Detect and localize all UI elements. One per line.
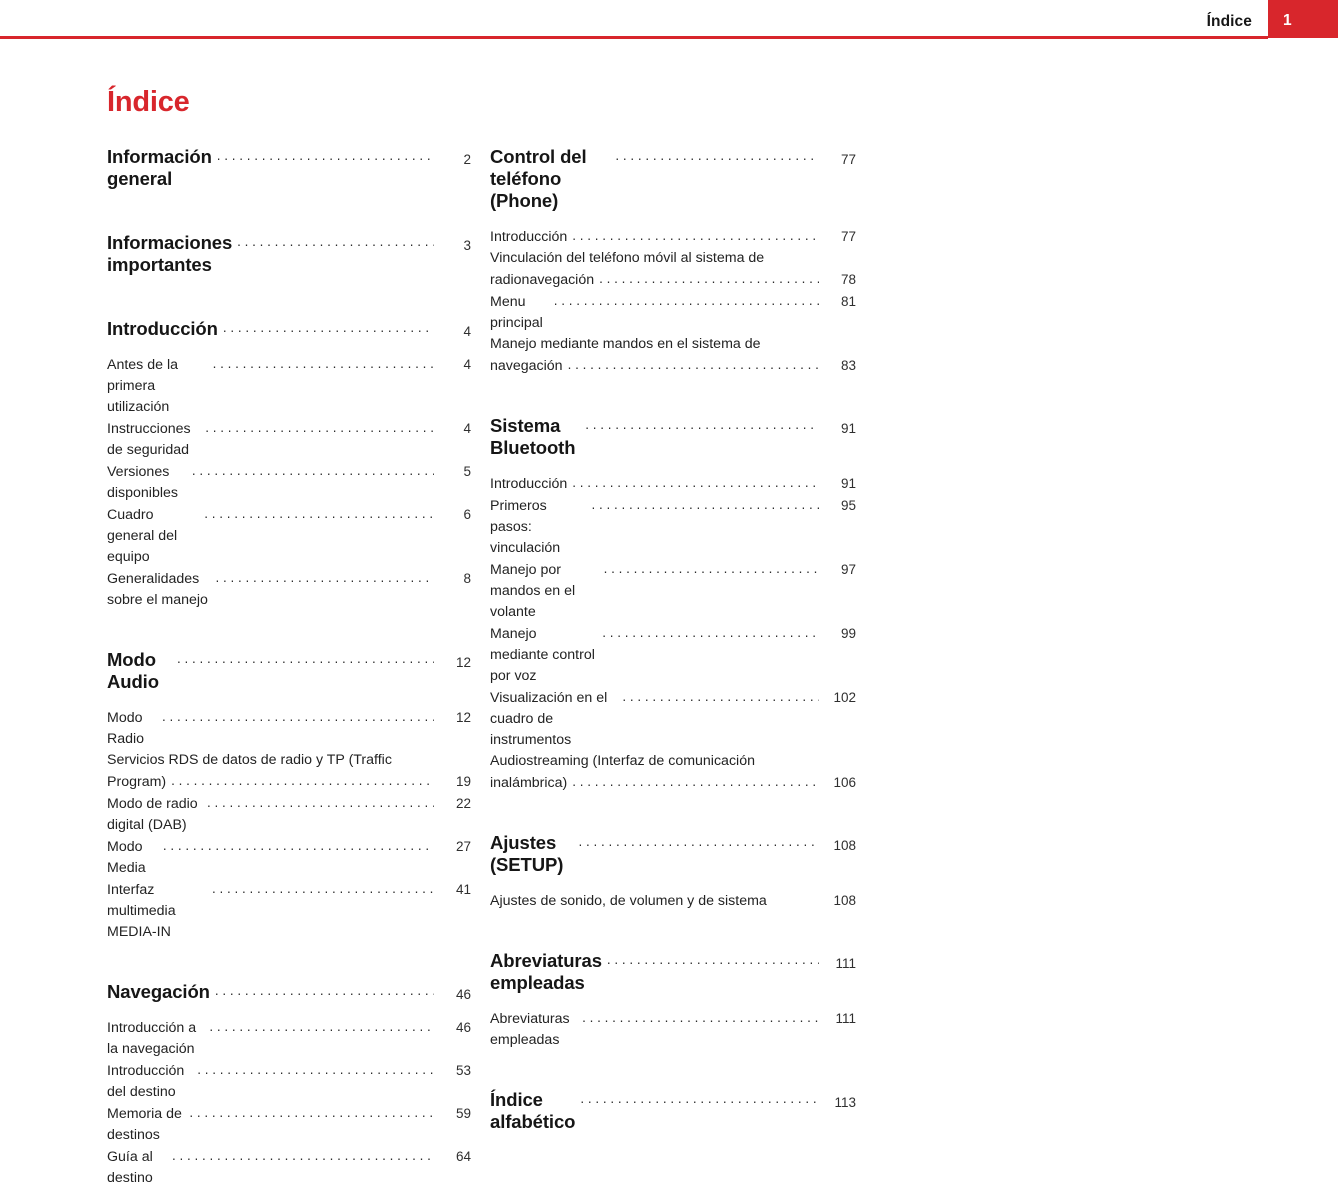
toc-entry-row[interactable]	[490, 772, 856, 794]
toc-entry-label-modo-radio: Modo Radio	[107, 710, 147, 747]
toc-entry-row[interactable]	[490, 890, 856, 912]
toc-entry-label-manejo-mediante-mandos-en-el-sistema-de: navegación	[490, 358, 563, 374]
toc-entry-row[interactable]	[107, 461, 471, 504]
toc-dot-leader	[213, 353, 434, 374]
section-spacer	[490, 794, 856, 832]
toc-dot-leader	[171, 770, 434, 791]
toc-entry-label-memoria-de-destinos: Memoria de destinos	[107, 1106, 186, 1143]
section-spacer	[107, 611, 471, 649]
toc-dot-leader	[237, 233, 434, 251]
toc-page-number: 12	[455, 710, 471, 725]
toc-page-number: 53	[455, 1063, 471, 1078]
toc-entry-label-introduccion-a-la-navegacion: Introducción a la navegación	[107, 1020, 201, 1057]
toc-entry-row[interactable]	[107, 1060, 471, 1103]
header-page-number: 1	[1283, 12, 1292, 29]
toc-page-number: 4	[463, 357, 471, 372]
toc-entry-row[interactable]	[107, 771, 471, 793]
toc-entry-label-versiones-disponibles: Versiones disponibles	[107, 464, 178, 501]
toc-dot-leader	[197, 1059, 434, 1080]
toc-entry-label-modo-de-radio-digital-dab: Modo de radio digital (DAB)	[107, 796, 202, 833]
toc-section-row[interactable]	[107, 981, 471, 1003]
toc-page-number: 19	[455, 774, 471, 789]
toc-entry-label-wrap-manejo-mediante-mandos-en-el-sistema-de: Manejo mediante mandos en el sistema de	[490, 336, 761, 352]
toc-section-row[interactable]	[107, 649, 471, 693]
toc-entry-row[interactable]	[490, 269, 856, 291]
toc-dot-leader	[607, 951, 819, 969]
toc-page-number: 4	[463, 421, 471, 436]
toc-dot-leader	[585, 416, 819, 434]
section-spacer	[107, 280, 471, 318]
toc-dot-leader	[204, 503, 434, 524]
toc-entry-row[interactable]	[490, 1008, 856, 1051]
toc-page-number: 8	[463, 571, 471, 586]
toc-page-number: 6	[463, 507, 471, 522]
toc-dot-leader	[172, 1145, 434, 1166]
toc-entry-row[interactable]	[107, 707, 471, 750]
toc-dot-leader	[192, 460, 434, 481]
toc-entry-label-manejo-mediante-control-por-voz: Manejo mediante control por voz	[490, 626, 599, 684]
toc-dot-leader	[217, 147, 434, 165]
toc-entry-label-wrap-servicios-rds-de-datos-de-radio-y-tp-traffic: Servicios RDS de datos de radio y TP (Traffic	[107, 752, 392, 768]
toc-entry-row[interactable]	[490, 473, 856, 495]
toc-dot-leader	[572, 472, 819, 493]
toc-page-number: 77	[840, 152, 856, 167]
toc-entry-row[interactable]	[107, 418, 471, 461]
toc-dot-leader	[209, 1016, 434, 1037]
toc-dot-leader	[604, 558, 819, 579]
toc-entry-label-servicios-rds-de-datos-de-radio-y-tp-traffic: Program)	[107, 774, 167, 790]
header-red-rule	[0, 36, 1268, 39]
toc-entry-row[interactable]	[490, 226, 856, 248]
page-title: Índice	[107, 86, 190, 118]
toc-entry-label-cuadro-general-del-equipo: Cuadro general del equipo	[107, 507, 182, 565]
toc-entry-label-introduccion: Introducción	[490, 476, 568, 492]
header-chapter-title: Índice	[1206, 13, 1252, 30]
toc-page-number: 27	[455, 839, 471, 854]
toc-dot-leader	[207, 792, 434, 813]
toc-entry-row[interactable]	[107, 836, 471, 879]
toc-section-row[interactable]	[490, 1089, 856, 1133]
toc-entry-label-wrap-vinculacion-del-telefono-movil-al-sistema-de: Vinculación del teléfono móvil al sistema de	[490, 250, 765, 266]
toc-column-left	[107, 146, 471, 1189]
toc-entry-label-vinculacion-del-telefono-movil-al-sistema-de: radionavegación	[490, 272, 595, 288]
toc-page-number: 59	[455, 1106, 471, 1121]
toc-page-number: 46	[455, 987, 471, 1002]
toc-page-number: 95	[840, 498, 856, 513]
toc-dot-leader	[599, 268, 819, 289]
toc-page-number: 2	[463, 152, 471, 167]
toc-dot-leader	[162, 706, 434, 727]
toc-dot-leader	[602, 622, 819, 643]
toc-page-number: 99	[840, 626, 856, 641]
toc-page-number: 102	[833, 690, 856, 705]
toc-dot-leader	[582, 1007, 819, 1028]
toc-entry-row[interactable]	[490, 355, 856, 377]
toc-page-number: 113	[834, 1095, 856, 1110]
toc-section-label-informaciones-importantes: Informaciones importantes	[107, 232, 238, 275]
toc-page-number: 111	[835, 1011, 856, 1026]
toc-dot-leader	[615, 147, 819, 165]
toc-dot-leader	[177, 650, 434, 668]
toc-page-number: 12	[455, 655, 471, 670]
toc-entry-row[interactable]	[490, 623, 856, 687]
toc-section-row[interactable]	[490, 146, 856, 212]
section-body-spacer	[490, 880, 856, 890]
toc-page-number: 91	[840, 421, 856, 436]
toc-section-label-modo-audio: Modo Audio	[107, 649, 161, 692]
toc-entry-label-antes-de-la-primera-utilizacion: Antes de la primera utilización	[107, 357, 182, 415]
toc-entry-row[interactable]	[490, 291, 856, 334]
toc-entry-label-wrap-audiostreaming-interfaz-de-comunicacion: Audiostreaming (Interfaz de comunicación	[490, 753, 755, 769]
toc-page-number: 97	[840, 562, 856, 577]
toc-page-number: 106	[833, 775, 856, 790]
toc-entry-row[interactable]	[107, 568, 471, 611]
toc-entry-row[interactable]	[107, 1103, 471, 1146]
toc-section-label-abreviaturas-empleadas: Abreviaturas empleadas	[490, 950, 607, 993]
toc-dot-leader	[163, 835, 434, 856]
toc-section-label-introduccion: Introducción	[107, 318, 218, 339]
toc-page-number: 108	[833, 893, 856, 908]
toc-entry-label-introduccion: Introducción	[490, 229, 568, 245]
toc-dot-leader	[215, 982, 434, 1000]
toc-entry-row[interactable]	[107, 354, 471, 418]
toc-dot-leader	[572, 225, 819, 246]
toc-entry-label-manejo-por-mandos-en-el-volante: Manejo por mandos en el volante	[490, 562, 580, 620]
toc-page-number: 4	[463, 324, 471, 339]
toc-entry-row[interactable]	[490, 495, 856, 559]
toc-dot-leader	[189, 1102, 434, 1123]
toc-entry-label-audiostreaming-interfaz-de-comunicacion: inalámbrica)	[490, 775, 568, 791]
toc-section-label-navegacion: Navegación	[107, 981, 210, 1002]
toc-entry-label-modo-media: Modo Media	[107, 839, 147, 876]
toc-dot-leader	[568, 354, 819, 375]
toc-section-label-control-del-telefono-phone: Control del teléfono (Phone)	[490, 146, 592, 211]
toc-dot-leader	[215, 567, 434, 588]
toc-page-number: 22	[455, 796, 471, 811]
toc-entry-row[interactable]	[490, 559, 856, 623]
toc-dot-leader	[554, 290, 819, 311]
toc-page-number: 5	[463, 464, 471, 479]
toc-section-label-indice-alfabetico: Índice alfabético	[490, 1089, 576, 1132]
toc-entry-label-interfaz-multimedia-media-in: Interfaz multimedia MEDIA-IN	[107, 882, 180, 940]
toc-page-number: 91	[840, 476, 856, 491]
toc-section-row[interactable]	[107, 232, 471, 276]
toc-section-row[interactable]	[107, 318, 471, 340]
toc-page-number: 78	[840, 272, 856, 287]
toc-page-number: 108	[833, 838, 856, 853]
toc-entry-label-menu-principal: Menu principal	[490, 294, 543, 331]
toc-section-row[interactable]	[490, 415, 856, 459]
toc-dot-leader	[622, 686, 819, 707]
toc-section-label-ajustes-setup: Ajustes (SETUP)	[490, 832, 564, 875]
toc-entry-label-abreviaturas-empleadas: Abreviaturas empleadas	[490, 1011, 574, 1048]
toc-page-number: 77	[840, 229, 856, 244]
toc-entry-row[interactable]	[107, 1017, 471, 1060]
toc-entry-row[interactable]	[107, 1146, 471, 1189]
toc-page-number: 41	[455, 882, 471, 897]
toc-entry-row[interactable]	[107, 504, 471, 568]
toc-entry-label-instrucciones-de-seguridad: Instrucciones de seguridad	[107, 421, 195, 458]
toc-section-label-informacion-general: Información general	[107, 146, 217, 189]
toc-section-row[interactable]	[490, 832, 856, 876]
toc-entry-label-visualizacion-en-el-cuadro-de-instrumentos: Visualización en el cuadro de instrumentos	[490, 690, 612, 748]
toc-entry-row[interactable]	[107, 793, 471, 836]
toc-page-number: 83	[840, 358, 856, 373]
toc-page-number: 64	[455, 1149, 471, 1164]
toc-entry-row[interactable]	[107, 879, 471, 943]
toc-dot-leader	[572, 771, 819, 792]
toc-page-number: 3	[463, 238, 471, 253]
toc-dot-leader	[223, 319, 434, 337]
section-spacer	[107, 943, 471, 981]
toc-page-number: 81	[840, 294, 856, 309]
toc-section-row[interactable]	[490, 950, 856, 994]
toc-dot-leader	[212, 878, 434, 899]
toc-section-row[interactable]	[107, 146, 471, 190]
toc-dot-leader	[578, 833, 819, 851]
toc-entry-label-introduccion-del-destino: Introducción del destino	[107, 1063, 189, 1100]
toc-column-right	[490, 146, 856, 1137]
page-header	[0, 0, 1338, 38]
section-spacer	[490, 1051, 856, 1089]
header-page-badge	[1268, 0, 1338, 38]
toc-dot-leader	[592, 494, 819, 515]
toc-entry-row[interactable]	[490, 687, 856, 751]
toc-entry-label-ajustes-de-sonido-de-volumen-y-de-sistema: Ajustes de sonido, de volumen y de sistema	[490, 893, 767, 909]
toc-entry-label-generalidades-sobre-el-manejo: Generalidades sobre el manejo	[107, 571, 208, 608]
toc-entry-label-primeros-pasos-vinculacion: Primeros pasos: vinculación	[490, 498, 561, 556]
toc-page-number: 46	[455, 1020, 471, 1035]
toc-page-number: 111	[835, 956, 856, 971]
toc-dot-leader	[580, 1090, 819, 1108]
toc-section-label-sistema-bluetooth: Sistema Bluetooth	[490, 415, 576, 458]
section-spacer	[107, 194, 471, 232]
toc-entry-label-guia-al-destino: Guía al destino	[107, 1149, 157, 1186]
section-spacer	[490, 912, 856, 950]
section-spacer	[490, 377, 856, 415]
toc-dot-leader	[205, 417, 434, 438]
